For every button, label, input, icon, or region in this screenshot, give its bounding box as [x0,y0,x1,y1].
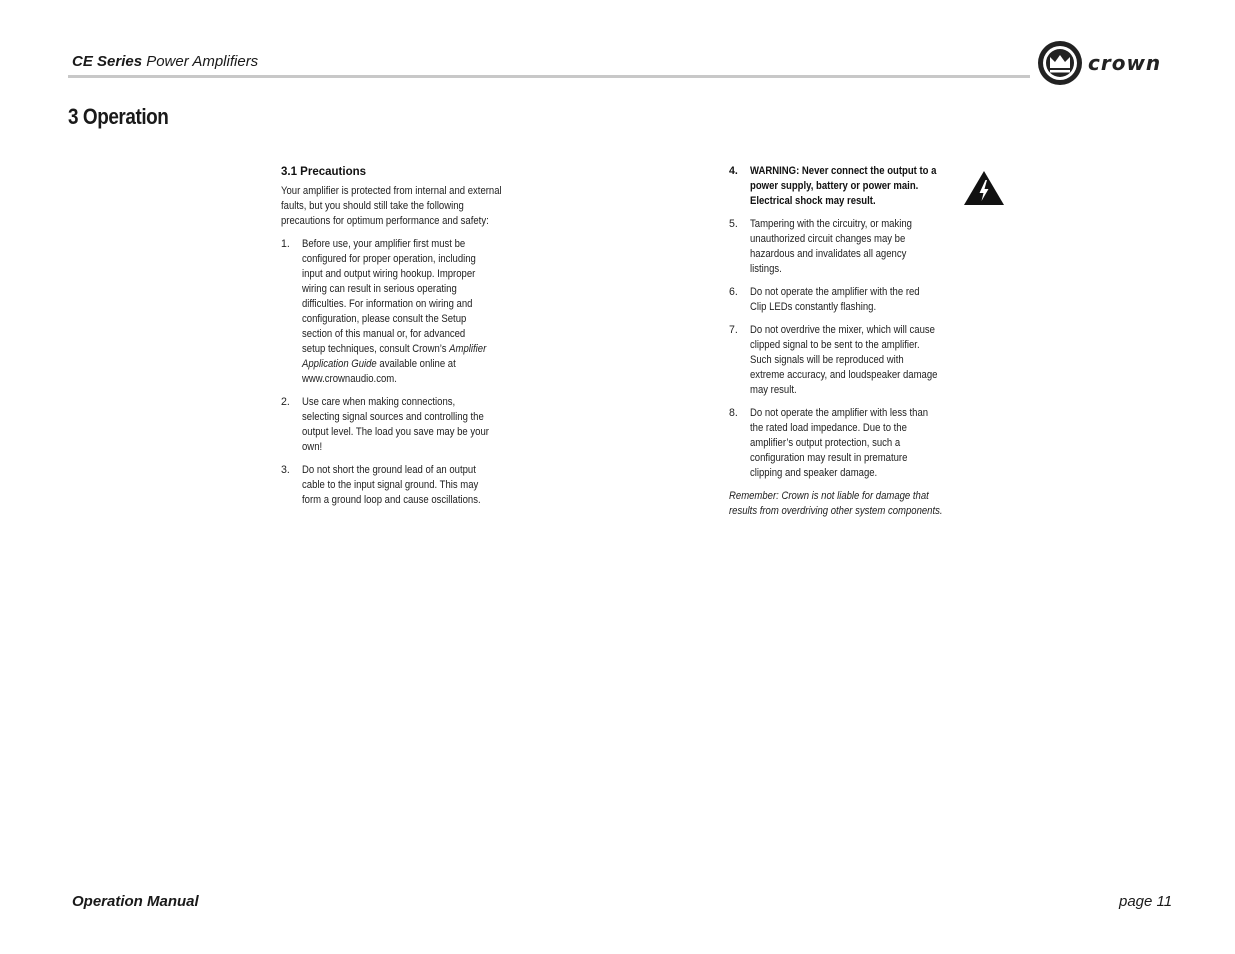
list-item [281,237,511,387]
list-item-number: 1. [281,238,290,250]
list-item-number: 4. [729,165,738,177]
precautions-intro: Your amplifier is protected from internal and external faults, but you should still take the following precautions for optimum performance and safety: [281,185,502,227]
header-series-bold: CE Series [72,53,143,70]
page-number: page 11 [1119,893,1173,910]
list-item-number: 2. [281,396,290,408]
footer-manual-title: Operation Manual [72,893,199,910]
list-item-number: 3. [281,464,290,476]
list-item-number: 5. [729,218,738,230]
list-item-text: Use care when making connections, selecting signal sources and controlling the output level. The load you save may be your own! [302,396,489,453]
list-item [281,463,511,508]
warning-text: WARNING: Never connect the output to a power supply, battery or power main. Electrical shock may result. [750,165,937,207]
header-series-rest: Power Amplifiers [142,53,259,70]
precautions-column [281,165,511,516]
logo-wordmark: crown [1088,51,1162,75]
electrical-shock-warning-icon [963,170,1005,206]
precautions-column-continued [729,164,959,519]
list-item [729,406,959,481]
page-title: 3 Operation [68,104,169,129]
list-item-number: 7. [729,324,738,336]
remember-note: Remember: Crown is not liable for damage that results from overdriving other system components. [729,490,943,517]
precautions-heading: 3.1 Precautions [281,166,367,178]
header-series-title [72,53,258,70]
list-item [281,395,511,455]
list-item-text-part: Before use, your amplifier first must be configured for proper operation, including input and output wiring hookup. Improper wiring can result in serious operating difficulties. For information on wiring and configuration, please consult the Setup section of this manual or, for advanced setup techniques, consult Crown’s [302,238,476,355]
list-item [729,285,959,315]
list-item-text-part: available online at www.crownaudio.com. [302,358,456,385]
header-rule [68,75,1030,78]
list-item-text: Do not short the ground lead of an output cable to the input signal ground. This may form a ground loop and cause oscillations. [302,464,481,506]
list-item [729,323,959,398]
list-item-text: Do not operate the amplifier with less than the rated load impedance. Due to the amplifier’s output protection, such a configuration may result in premature clipping and speaker damage. [750,407,929,479]
warning-list-item [729,164,959,209]
list-item-number: 6. [729,286,738,298]
list-item-text: Do not overdrive the mixer, which will cause clipped signal to be sent to the amplifier. Such signals will be reproduced with extreme accuracy, and loudspeaker damage may result. [750,324,938,396]
list-item-text [302,237,490,387]
list-item-text: Tampering with the circuitry, or making unauthorized circuit changes may be hazardous and invalidates all agency listings. [750,218,912,275]
list-item-text: Do not operate the amplifier with the red Clip LEDs constantly flashing. [750,286,920,313]
crown-logo-icon [1036,39,1186,87]
guide-title: Amplifier Application Guide [302,343,487,370]
list-item-number: 8. [729,407,738,419]
list-item [729,217,959,277]
